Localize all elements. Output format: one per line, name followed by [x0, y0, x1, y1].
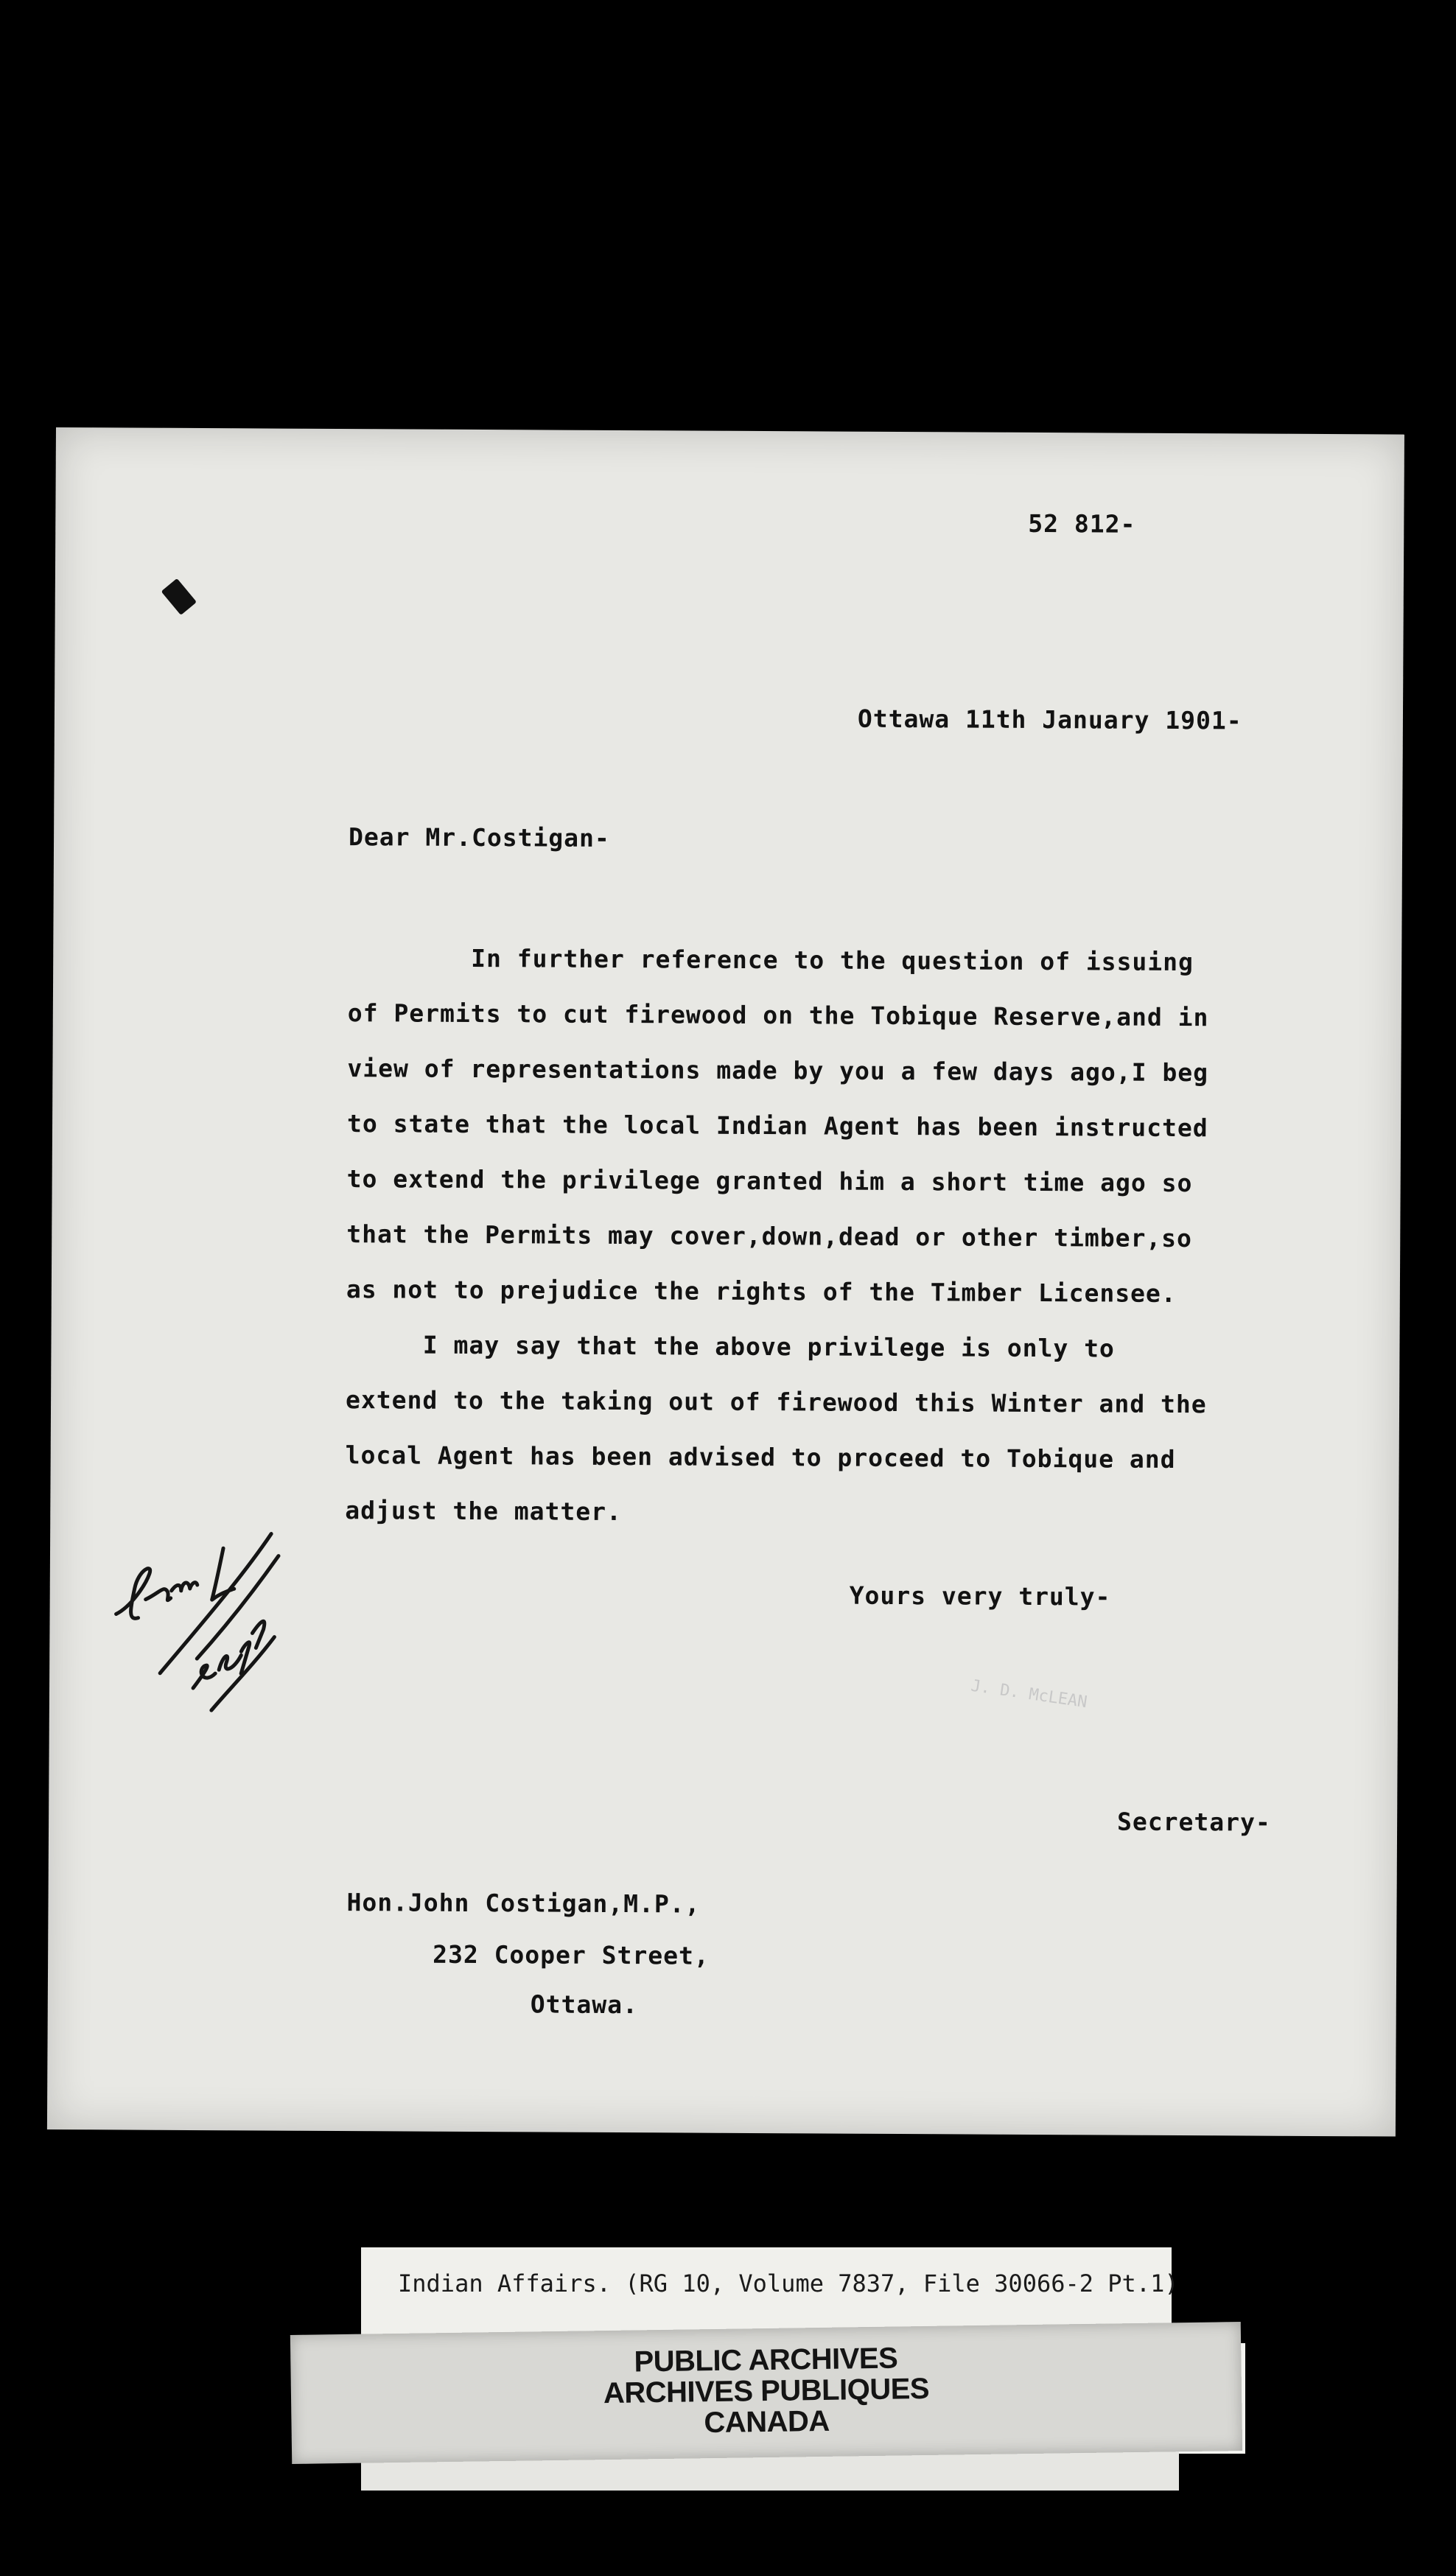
- body-line: extend to the taking out of firewood this Winter and the: [345, 1385, 1207, 1419]
- archive-stamp-strip: [290, 2322, 1242, 2464]
- archive-stamp-line1: PUBLIC ARCHIVES: [634, 2342, 898, 2379]
- body-line: adjust the matter.: [345, 1496, 623, 1527]
- body-line: to state that the local Indian Agent has been instructed: [346, 1109, 1208, 1143]
- body-line: of Permits to cut firewood on the Tobique Reserve,and in: [347, 998, 1209, 1032]
- body-line: In further reference to the question of issuing: [348, 943, 1194, 977]
- body-line: I may say that the above privilege is only to: [346, 1330, 1115, 1363]
- archive-stamp-line3: CANADA: [704, 2404, 830, 2440]
- handwritten-annotation: [94, 1503, 316, 1748]
- body-line: local Agent has been advised to proceed to Tobique and: [345, 1441, 1176, 1474]
- salutation: Dear Mr.Costigan-: [348, 822, 610, 853]
- letter-body: [345, 930, 1365, 1543]
- faint-signature-stamp: J. D. McLEAN: [970, 1676, 1088, 1712]
- archive-stamp-line2: ARCHIVES PUBLIQUES: [603, 2372, 930, 2410]
- body-line: to extend the privilege granted him a short time ago so: [346, 1164, 1193, 1198]
- file-number: 52 812-: [1028, 508, 1136, 539]
- signature-title: Secretary-: [1117, 1807, 1271, 1837]
- body-line: as not to prejudice the rights of the Timber Licensee.: [346, 1275, 1177, 1308]
- body-line: that the Permits may cover,down,dead or other timber,so: [346, 1219, 1193, 1253]
- body-line: view of representations made by you a few days ago,I beg: [347, 1054, 1209, 1088]
- archive-reference: Indian Affairs. (RG 10, Volume 7837, File 30066-2 Pt.1): [398, 2269, 1179, 2297]
- address-line-1: Hon.John Costigan,M.P.,: [346, 1888, 701, 1919]
- punch-hole-mark: [161, 578, 197, 615]
- closing: Yours very truly-: [849, 1581, 1111, 1611]
- dateline: Ottawa 11th January 1901-: [857, 704, 1242, 735]
- archive-stamp: [290, 2338, 1242, 2444]
- letter-page: [47, 427, 1404, 2137]
- address-line-3: Ottawa.: [530, 1989, 638, 2020]
- address-line-2: 232 Cooper Street,: [433, 1939, 710, 1970]
